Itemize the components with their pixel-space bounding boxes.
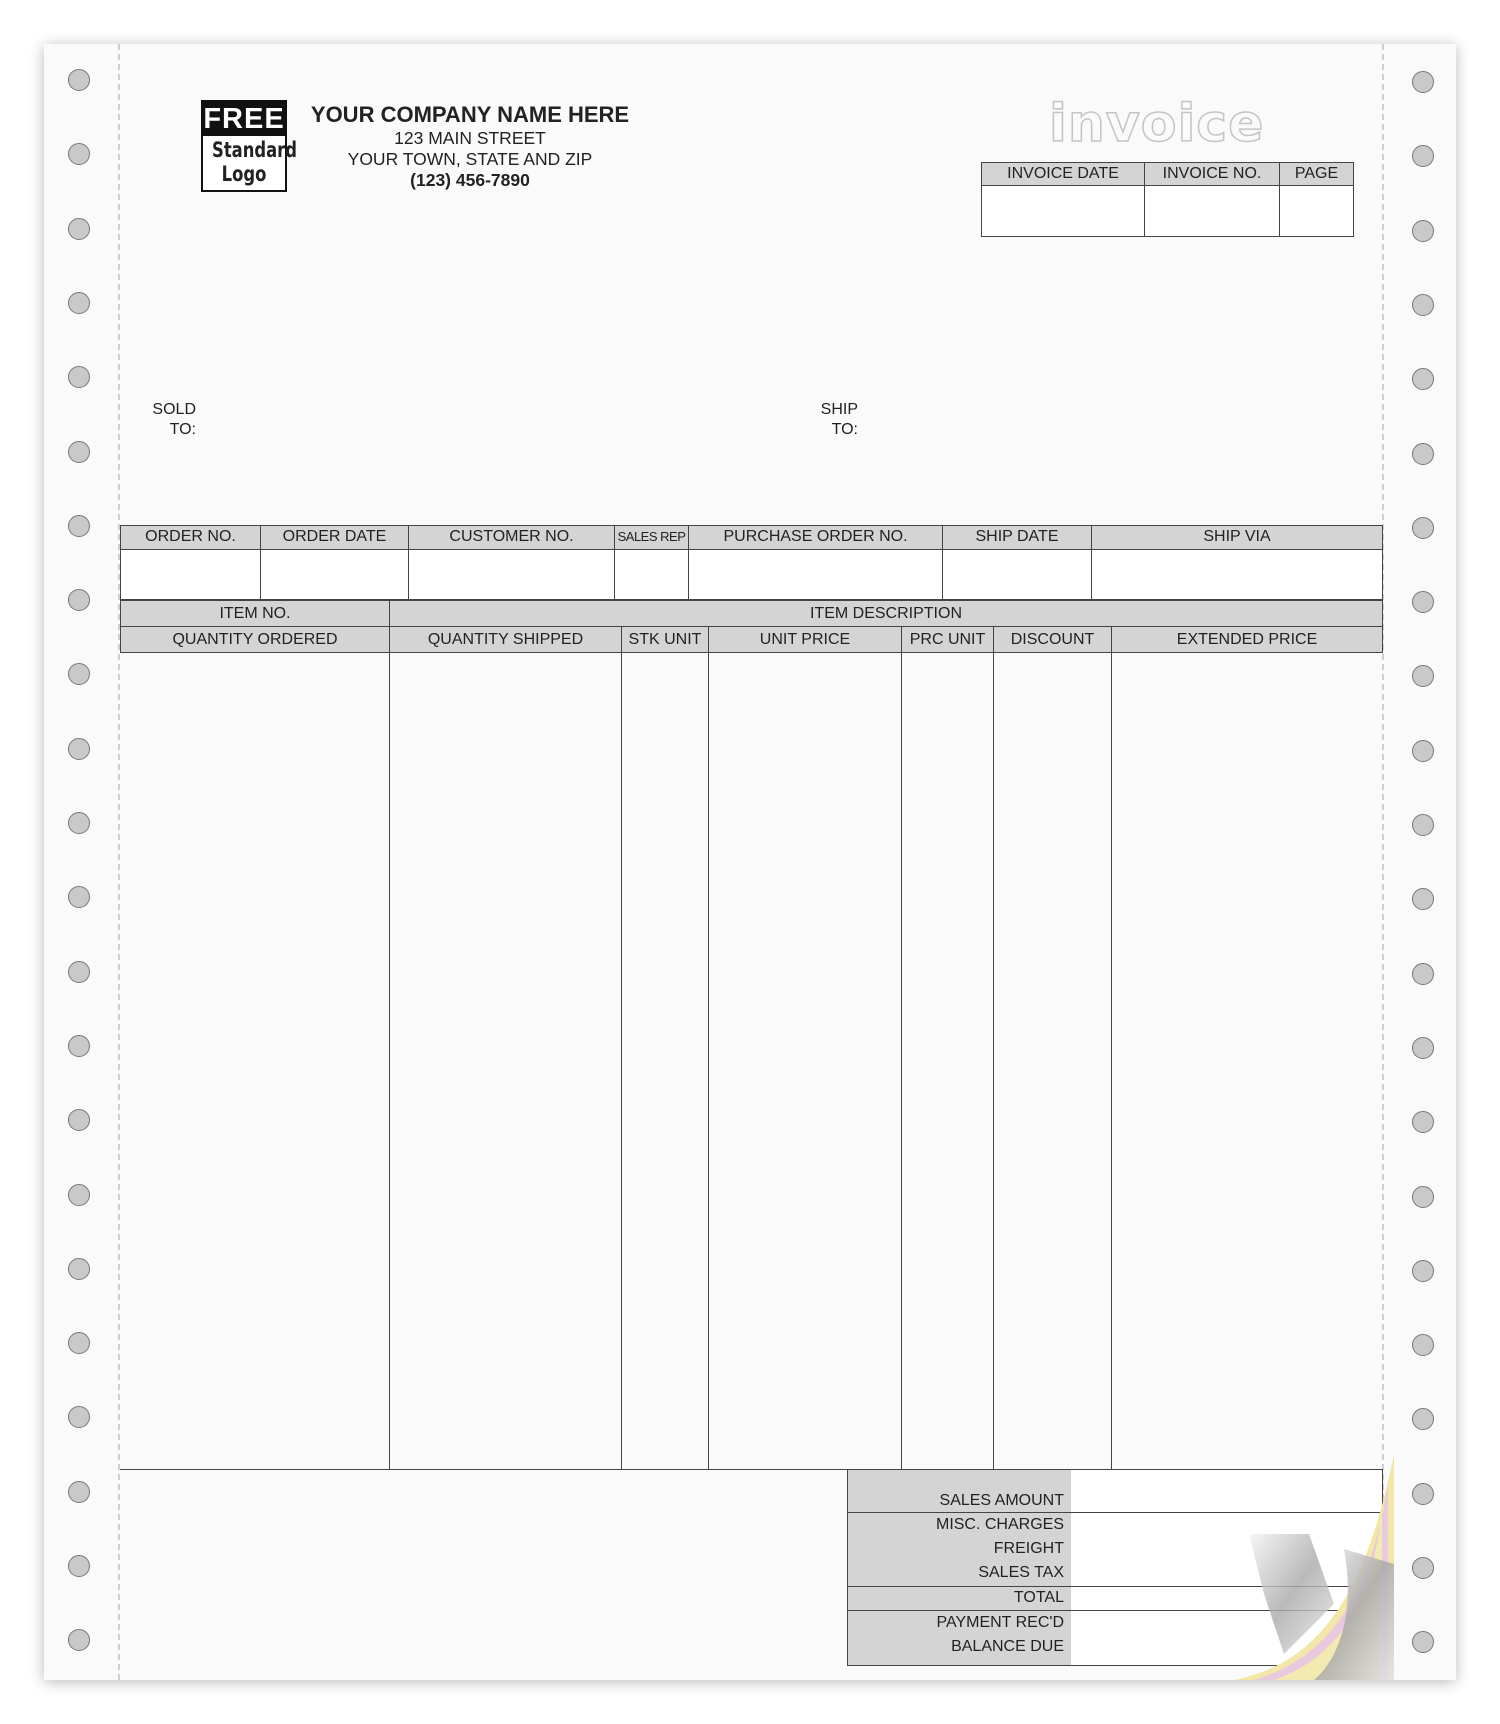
extended-price-header: EXTENDED PRICE — [1111, 626, 1383, 653]
right-tractor-hole — [1412, 71, 1434, 93]
company-city: YOUR TOWN, STATE AND ZIP — [347, 149, 593, 169]
column-divider — [1111, 652, 1112, 1470]
left-tractor-hole — [68, 441, 90, 463]
stk-unit-header: STK UNIT — [621, 626, 709, 653]
invoice-no-header: INVOICE NO. — [1144, 162, 1280, 186]
freight-label: FREIGHT — [993, 1540, 1064, 1557]
column-divider — [708, 652, 709, 1470]
logo-free-text: FREE — [203, 103, 285, 135]
order-date-header: ORDER DATE — [260, 525, 409, 550]
right-tractor-hole — [1412, 888, 1434, 910]
discount-header: DISCOUNT — [993, 626, 1112, 653]
right-tractor-hole — [1412, 1408, 1434, 1430]
right-tractor-hole — [1412, 665, 1434, 687]
sales-rep-field[interactable] — [614, 549, 689, 600]
right-tractor-hole — [1412, 591, 1434, 613]
quantity-ordered-header: QUANTITY ORDERED — [120, 626, 390, 653]
column-divider — [621, 652, 622, 1470]
sold-to-label — [134, 400, 196, 440]
right-tractor-hole — [1412, 740, 1434, 762]
customer-no-header: CUSTOMER NO. — [408, 525, 615, 550]
right-tractor-hole — [1412, 368, 1434, 390]
invoice-no-field[interactable] — [1144, 185, 1280, 237]
left-tractor-hole — [68, 1184, 90, 1206]
order-no-field[interactable] — [120, 549, 261, 600]
ship-to-label — [804, 400, 858, 440]
left-tractor-hole — [68, 1332, 90, 1354]
left-tractor-hole — [68, 69, 90, 91]
left-tractor-hole — [68, 589, 90, 611]
company-street: 123 MAIN STREET — [394, 128, 546, 148]
right-tractor-hole — [1412, 963, 1434, 985]
ship-label-line2: TO: — [831, 421, 858, 438]
ship-date-field[interactable] — [942, 549, 1092, 600]
customer-no-field[interactable] — [408, 549, 615, 600]
left-tractor-hole — [68, 1109, 90, 1131]
left-tractor-hole — [68, 1406, 90, 1428]
right-tractor-hole — [1412, 443, 1434, 465]
page-header: PAGE — [1279, 162, 1354, 186]
left-tractor-hole — [68, 366, 90, 388]
item-no-header: ITEM NO. — [120, 600, 390, 627]
sold-to-field[interactable] — [202, 400, 742, 540]
company-name: YOUR COMPANY NAME HERE — [310, 102, 630, 127]
ship-label-line1: SHIP — [820, 401, 858, 418]
form-title: invoice — [1049, 94, 1265, 154]
misc-charges-label: MISC. CHARGES — [935, 1516, 1064, 1533]
company-logo — [201, 100, 297, 192]
sales-rep-header: SALES REP — [614, 525, 689, 550]
right-tractor-hole — [1412, 1483, 1434, 1505]
right-tractor-hole — [1412, 1334, 1434, 1356]
prc-unit-header: PRC UNIT — [901, 626, 994, 653]
right-tractor-hole — [1412, 1260, 1434, 1282]
total-label: TOTAL — [1013, 1589, 1064, 1606]
right-tractor-hole — [1412, 220, 1434, 242]
left-tractor-hole — [68, 218, 90, 240]
left-tractor-hole — [68, 515, 90, 537]
invoice-date-header: INVOICE DATE — [981, 162, 1145, 186]
left-tractor-hole — [68, 1481, 90, 1503]
company-phone: (123) 456-7890 — [410, 170, 530, 190]
left-tractor-hole — [68, 292, 90, 314]
logo-standard-text: Standard — [212, 138, 297, 162]
quantity-shipped-header: QUANTITY SHIPPED — [389, 626, 622, 653]
unit-price-header: UNIT PRICE — [708, 626, 902, 653]
column-divider — [389, 652, 390, 1470]
left-tractor-hole — [68, 143, 90, 165]
page-field[interactable] — [1279, 185, 1354, 237]
right-tractor-hole — [1412, 1037, 1434, 1059]
left-tractor-hole — [68, 1555, 90, 1577]
sales-tax-label: SALES TAX — [978, 1564, 1064, 1581]
column-divider — [901, 652, 902, 1470]
logo-logo-text: Logo — [221, 162, 267, 186]
ship-via-header: SHIP VIA — [1091, 525, 1383, 550]
order-no-header: ORDER NO. — [120, 525, 261, 550]
right-tractor-hole — [1412, 145, 1434, 167]
payment-received-label: PAYMENT REC'D — [936, 1614, 1064, 1631]
left-tractor-hole — [68, 663, 90, 685]
company-address-block — [296, 102, 644, 191]
sold-label-line2: TO: — [169, 421, 196, 438]
purchase-order-no-field[interactable] — [688, 549, 943, 600]
invoice-date-field[interactable] — [981, 185, 1145, 237]
left-tractor-hole — [68, 1035, 90, 1057]
sold-label-line1: SOLD — [152, 401, 196, 418]
ship-date-header: SHIP DATE — [942, 525, 1092, 550]
order-date-field[interactable] — [260, 549, 409, 600]
sales-amount-label: SALES AMOUNT — [939, 1492, 1064, 1509]
left-tractor-hole — [68, 961, 90, 983]
right-tractor-hole — [1412, 1631, 1434, 1653]
multipart-copies-curl-icon — [1194, 1454, 1394, 1680]
right-tractor-hole — [1412, 517, 1434, 539]
left-tractor-hole — [68, 812, 90, 834]
ship-via-field[interactable] — [1091, 549, 1383, 600]
continuous-invoice-form — [44, 44, 1456, 1680]
left-tractor-hole — [68, 886, 90, 908]
item-description-header: ITEM DESCRIPTION — [389, 600, 1383, 627]
column-divider — [993, 652, 994, 1470]
balance-due-label: BALANCE DUE — [951, 1638, 1064, 1655]
purchase-order-no-header: PURCHASE ORDER NO. — [688, 525, 943, 550]
left-tractor-hole — [68, 1629, 90, 1651]
right-tractor-hole — [1412, 1111, 1434, 1133]
ship-to-field[interactable] — [864, 400, 1364, 540]
left-tractor-hole — [68, 1258, 90, 1280]
right-tractor-hole — [1412, 1186, 1434, 1208]
right-tractor-hole — [1412, 294, 1434, 316]
left-tractor-hole — [68, 738, 90, 760]
line-items-area[interactable] — [120, 652, 1383, 1470]
right-tractor-hole — [1412, 1557, 1434, 1579]
right-tractor-hole — [1412, 814, 1434, 836]
